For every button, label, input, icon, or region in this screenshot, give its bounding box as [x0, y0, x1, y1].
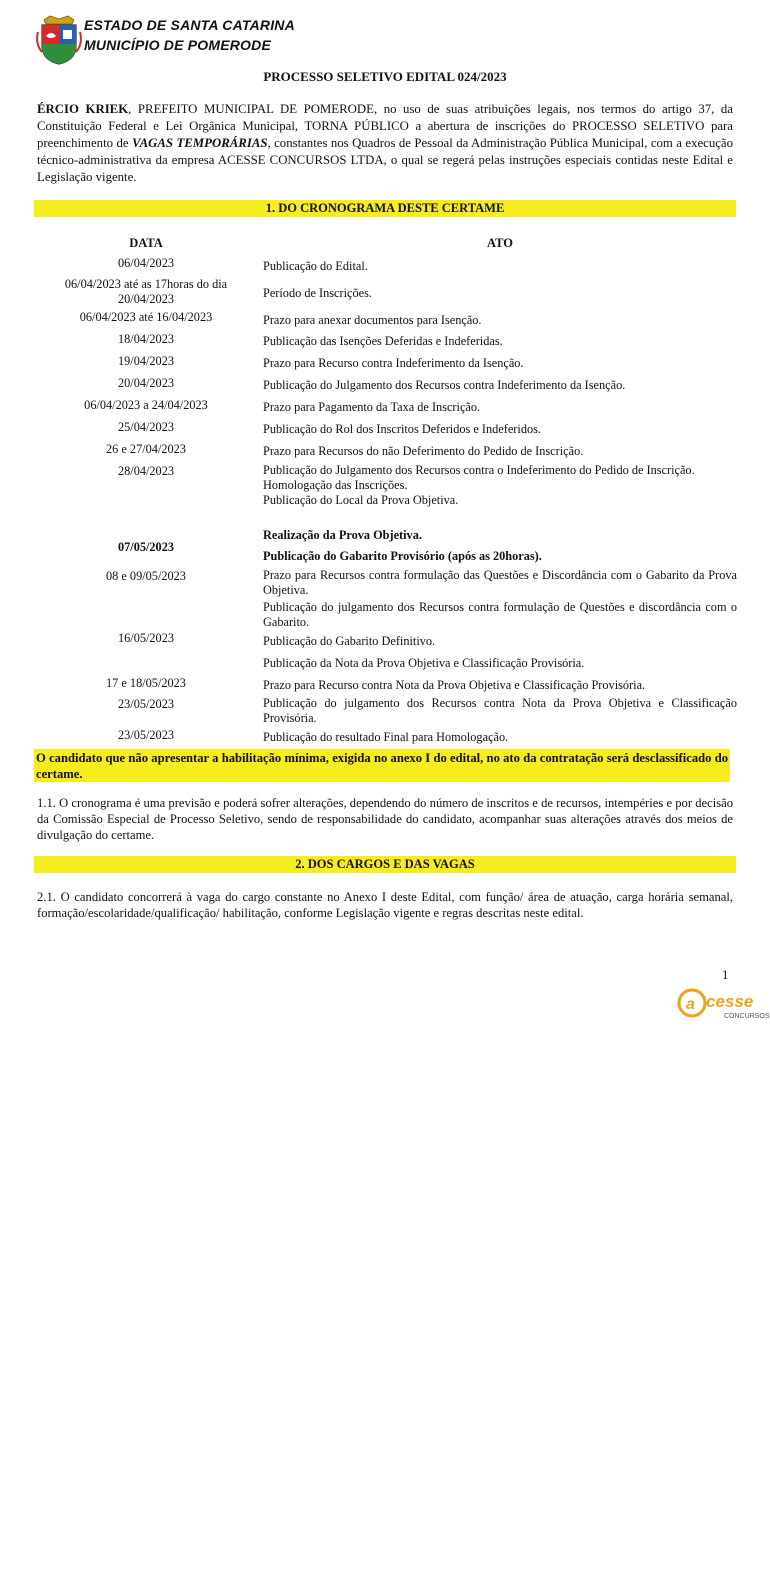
- table-row-act: Publicação do Edital.: [263, 259, 368, 273]
- table-row-act: Publicação do Gabarito Definitivo.: [263, 634, 436, 648]
- intro-text-1: , PREFEITO MUNICIPAL DE POMERODE, no uso de suas atribuições legais, nos termos do artigo 37, da Constituição Federal e Lei Orgânica Municipal, TORNA PÚBLICO a abertura de inscrições do PROCESSO SELETIVO para preenchimento de: [37, 102, 733, 150]
- section-1-heading: 1. DO CRONOGRAMA DESTE CERTAME: [34, 200, 736, 217]
- table-row-date: 28/04/2023: [117, 464, 175, 478]
- table-row-act: Publicação do Gabarito Provisório (após as 20horas).: [263, 549, 542, 563]
- municipal-crest-icon: [36, 14, 82, 66]
- mayor-name: ÉRCIO KRIEK: [37, 102, 129, 116]
- header-municipality: MUNICÍPIO DE POMERODE: [84, 37, 271, 53]
- table-row-act: Publicação das Isenções Deferidas e Indeferidas.: [263, 334, 503, 348]
- table-row-act: Prazo para Recursos do não Deferimento do Pedido de Inscrição.: [263, 444, 584, 458]
- intro-emphasis: VAGAS TEMPORÁRIAS: [132, 136, 268, 150]
- table-row-act: Realização da Prova Objetiva.: [263, 528, 422, 542]
- table-row-act: Prazo para Recurso contra Nota da Prova Objetiva e Classificação Provisória.: [263, 678, 646, 692]
- table-row-date: 16/05/2023: [117, 631, 175, 645]
- table-row-act: Publicação do julgamento dos Recursos contra formulação de Questões e discordância com o Gabarito.: [263, 600, 737, 629]
- acesse-concursos-logo: [676, 983, 770, 1021]
- svg-text:a: a: [686, 996, 695, 1013]
- table-row-date: 17 e 18/05/2023: [106, 676, 186, 690]
- table-row-date: 07/05/2023: [117, 540, 175, 554]
- table-row-date: 18/04/2023: [117, 332, 175, 346]
- column-header-act: ATO: [487, 236, 513, 250]
- table-row-act: Prazo para Pagamento da Taxa de Inscrição.: [263, 400, 481, 414]
- table-row-date: 26 e 27/04/2023: [106, 442, 186, 456]
- table-row-act: Publicação do Julgamento dos Recursos contra Indeferimento da Isenção.: [263, 378, 626, 392]
- table-row-act: Publicação do Rol dos Inscritos Deferidos e Indeferidos.: [263, 422, 541, 436]
- eligibility-warning: O candidato que não apresentar a habilitação mínima, exigida no anexo I do edital, no ato da contratação será desclassificado do certame.: [36, 751, 728, 781]
- table-row-date: 23/05/2023: [117, 728, 175, 742]
- svg-text:CONCURSOS: CONCURSOS: [724, 1013, 770, 1020]
- table-row-act: Prazo para Recursos contra formulação das Questões e Discordância com o Gabarito da Prova Objetiva.: [263, 568, 737, 597]
- svg-text:cesse: cesse: [706, 992, 754, 1011]
- act-line: Homologação das Inscrições.: [263, 478, 408, 492]
- table-row-date: 19/04/2023: [117, 354, 175, 368]
- table-row-act: Publicação do resultado Final para Homologação.: [263, 730, 509, 744]
- section-2-heading: 2. DOS CARGOS E DAS VAGAS: [34, 856, 736, 873]
- table-row-act: Prazo para Recurso contra Indeferimento da Isenção.: [263, 356, 524, 370]
- table-row-act: [263, 463, 737, 508]
- column-header-date: DATA: [129, 236, 163, 250]
- table-row-date: 06/04/2023 a 24/04/2023: [84, 398, 208, 412]
- table-row-date: 20/04/2023: [117, 376, 175, 390]
- paragraph-1-1: 1.1. O cronograma é uma previsão e poderá sofrer alterações, dependendo do número de inscritos e de recursos, intempéries e por decisão da Comissão Especial de Processo Seletivo, sendo de responsabilidade do candidato, acompanhar suas alterações através dos meios de divulgação do certame.: [37, 796, 733, 842]
- table-row-date: 06/04/2023: [117, 256, 175, 270]
- table-row-act: Publicação da Nota da Prova Objetiva e Classificação Provisória.: [263, 656, 585, 670]
- page-number: 1: [722, 967, 729, 982]
- table-row-date: 06/04/2023 até as 17horas do dia 20/04/2023: [64, 277, 228, 306]
- intro-text-2: , constantes nos Quadros de Pessoal da Administração Pública Municipal, com a execução técnico-administrativa da empresa ACESSE CONCURSOS LTDA, o qual se regerá pelas instruções especiais contidas neste Edital e Legislação vigente.: [37, 136, 734, 184]
- act-line: Publicação do Julgamento dos Recursos contra o Indeferimento do Pedido de Inscrição.: [263, 463, 695, 477]
- document-title: PROCESSO SELETIVO EDITAL 024/2023: [263, 69, 507, 84]
- paragraph-2-1: 2.1. O candidato concorrerá à vaga do cargo constante no Anexo I deste Edital, com função/ área de atuação, carga horária semanal, formação/escolaridade/qualificação/ habilitação, conforme Legislação vigente e regras descritas neste edital.: [37, 890, 733, 920]
- table-row-date: 25/04/2023: [117, 420, 175, 434]
- table-row-act: Publicação do julgamento dos Recursos contra Nota da Prova Objetiva e Classificação Provisória.: [263, 696, 737, 725]
- table-row-date: 06/04/2023 até 16/04/2023: [79, 310, 213, 324]
- intro-paragraph: [37, 101, 733, 186]
- table-row-date: 08 e 09/05/2023: [106, 569, 186, 583]
- table-row-date: 23/05/2023: [117, 697, 175, 711]
- table-row-act: Período de Inscrições.: [263, 286, 372, 300]
- header-state: ESTADO DE SANTA CATARINA: [84, 17, 295, 33]
- table-row-act: Prazo para anexar documentos para Isenção.: [263, 313, 482, 327]
- act-line: Publicação do Local da Prova Objetiva.: [263, 493, 459, 507]
